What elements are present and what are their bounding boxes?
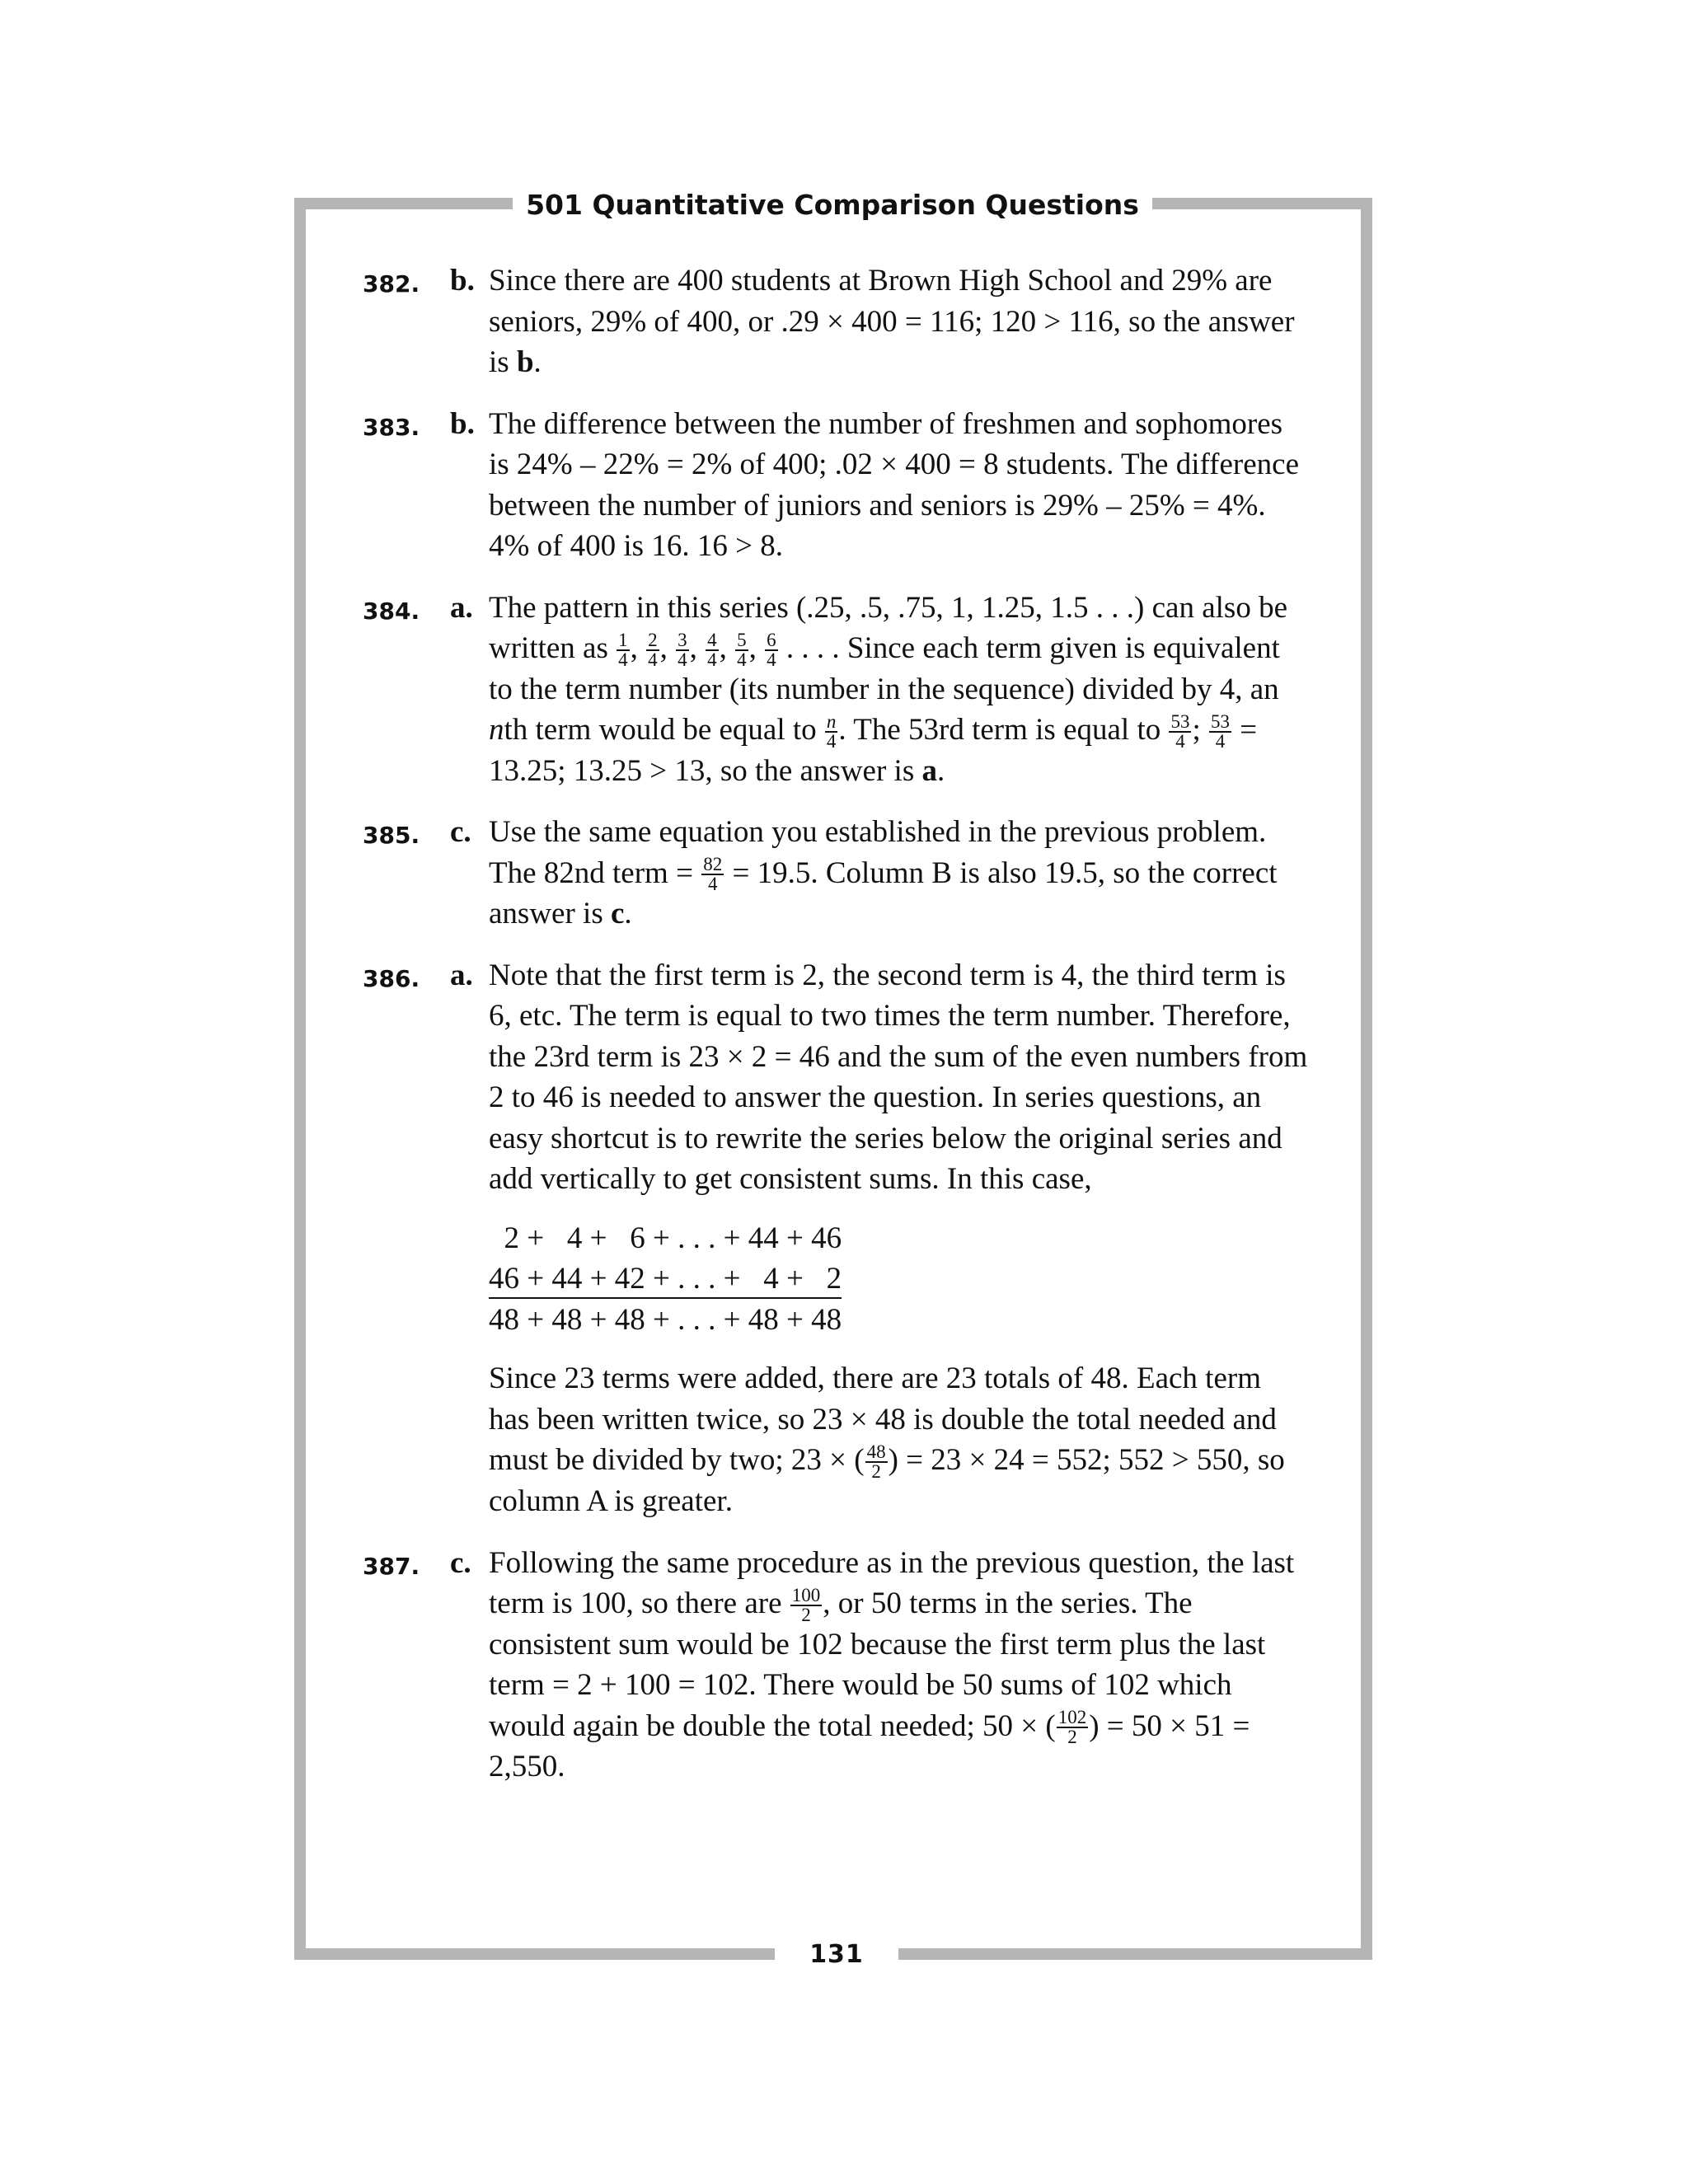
explanation-text: ) = 23 × 24 = 552; 552 > 550, so column A is greater. (489, 1443, 1285, 1519)
answer-number: 385. (363, 822, 420, 850)
explanation-text: = 13.25; 13.25 > 13, so the answer is (489, 713, 1258, 788)
explanation-text: The difference between the number of freshmen and sophomores is 24% – 22% = 2% of 400; .02 × 400 = 8 students. The difference between the number of juniors and seniors is 29% – 25% = 4%. 4% of 400 is 16. 16 > 8. (489, 406, 1299, 563)
series-row-sums: 48 + 48 + 48 + . . . + 48 + 48 (489, 1302, 842, 1337)
series-row-reversed-text: 46 + 44 + 42 + . . . + 4 + 2 (489, 1261, 842, 1299)
answer-number: 383. (363, 413, 420, 441)
frame-bottom-left-rule (294, 1948, 775, 1960)
fraction: $\frac{3}{4}$ (678, 629, 687, 670)
answer-letter: c. (450, 1545, 471, 1580)
frame-top-right-rule (1152, 198, 1372, 209)
explanation-text: Since 23 terms were added, there are 23 totals of 48. Each term has been written twice, so 23 × 48 is double the total needed and must be divided by two; 23 × ( (489, 1361, 1277, 1478)
series-row-original: 2 + 4 + 6 + . . . + 44 + 46 (489, 1221, 842, 1255)
explanation-text: Use the same equation you established in the previous problem. The 82nd term = (489, 815, 1267, 890)
fraction: $\frac{102}{2}$ (1057, 1707, 1087, 1748)
answer-letter: b. (450, 406, 475, 441)
comma: , (719, 631, 727, 665)
explanation-text: th term would be equal to (504, 713, 824, 748)
answer-letter: c. (450, 815, 471, 850)
answer-letter: a. (450, 958, 473, 992)
answer-386 (363, 955, 1311, 1522)
page-number: 131 (809, 1940, 864, 1969)
explanation-text: . (533, 345, 542, 379)
frame-right-rule (1361, 198, 1372, 1960)
explanation-text: = 19.5. Column B is also 19.5, so the correct answer is (489, 855, 1278, 931)
answer-382 (363, 260, 1311, 383)
fraction: $\frac{6}{4}$ (767, 629, 776, 670)
explanation-text: . . . . Since each term given is equivalent to the term number (its number in the sequence) divided by 4, an (489, 631, 1280, 706)
comma: , (630, 631, 638, 665)
frame-bottom-right-rule (898, 1948, 1372, 1960)
answer-387 (363, 1543, 1311, 1788)
answer-384 (363, 588, 1311, 792)
answer-number: 387. (363, 1552, 420, 1580)
answer-choice-bold: a (921, 753, 937, 788)
explanation-text: The pattern in this series (.25, .5, .75, 1, 1.25, 1.5 . . .) can also be written as (489, 590, 1287, 665)
fraction: $\frac{1}{4}$ (618, 629, 628, 670)
variable-n: n (489, 713, 504, 748)
explanation-text: . (936, 753, 945, 788)
answer-letter: b. (450, 264, 475, 298)
answer-explanation (489, 404, 1309, 567)
fraction: $\frac{100}{2}$ (791, 1584, 821, 1625)
series-row-reversed (489, 1258, 1309, 1300)
comma: , (689, 631, 697, 665)
fraction: $\frac{48}{2}$ (866, 1441, 886, 1483)
answer-383 (363, 404, 1311, 567)
explanation-text: ) = 50 × 51 = 2,550. (489, 1708, 1250, 1784)
answer-choice-bold: b (516, 345, 534, 379)
explanation-text: . The 53rd term is equal to (838, 713, 1169, 748)
fraction: $\frac{53}{4}$ (1211, 710, 1231, 752)
explanation-text: Since there are 400 students at Brown High School and 29% are seniors, 29% of 400, or .29 × 400 = 116; 120 > 116, so the answer is (489, 264, 1295, 379)
comma: , (659, 631, 668, 665)
answer-explanation (489, 260, 1309, 383)
comma: , (748, 631, 757, 665)
running-header: 501 Quantitative Comparison Questions (526, 189, 1139, 221)
explanation-text: Note that the first term is 2, the second term is 4, the third term is 6, etc. The term is equal to two times the term number. Therefore, the 23rd term is 23 × 2 = 46 and the sum of the even numbers from 2 to 46 is needed to answer the question. In series questions, an easy shortcut is to rewrite the series below the original series and add vertically to get consistent sums. In this case, (489, 958, 1308, 1197)
answer-number: 384. (363, 597, 420, 625)
series-addition (489, 1218, 1309, 1341)
answer-number: 386. (363, 964, 420, 992)
explanation-text: Following the same procedure as in the previous question, the last term is 100, so there are (489, 1545, 1295, 1621)
explanation-text: , or 50 terms in the series. The consistent sum would be 102 because the first term plus the last term = 2 + 100 = 102. There would be 50 sums of 102 which would again be double the total needed; 50 × ( (489, 1586, 1266, 1743)
fraction: $\frac{n}{4}$ (826, 710, 837, 752)
fraction: $\frac{4}{4}$ (707, 629, 717, 670)
fraction: $\frac{53}{4}$ (1170, 710, 1190, 752)
answer-explanations (363, 260, 1311, 1808)
answer-choice-bold: c (610, 897, 625, 931)
fraction: $\frac{5}{4}$ (737, 629, 747, 670)
fraction: $\frac{2}{4}$ (648, 629, 658, 670)
answer-explanation (489, 955, 1309, 1522)
answer-explanation (489, 1543, 1309, 1788)
frame-left-rule (294, 198, 306, 1960)
answer-letter: a. (450, 590, 473, 625)
explanation-text: ; (1192, 713, 1209, 748)
fraction: $\frac{82}{4}$ (703, 854, 723, 895)
answer-explanation (489, 588, 1309, 792)
answer-explanation (489, 812, 1309, 935)
answer-number: 382. (363, 270, 420, 298)
answer-385 (363, 812, 1311, 935)
frame-top-left-rule (294, 198, 513, 209)
explanation-text: . (624, 897, 632, 931)
